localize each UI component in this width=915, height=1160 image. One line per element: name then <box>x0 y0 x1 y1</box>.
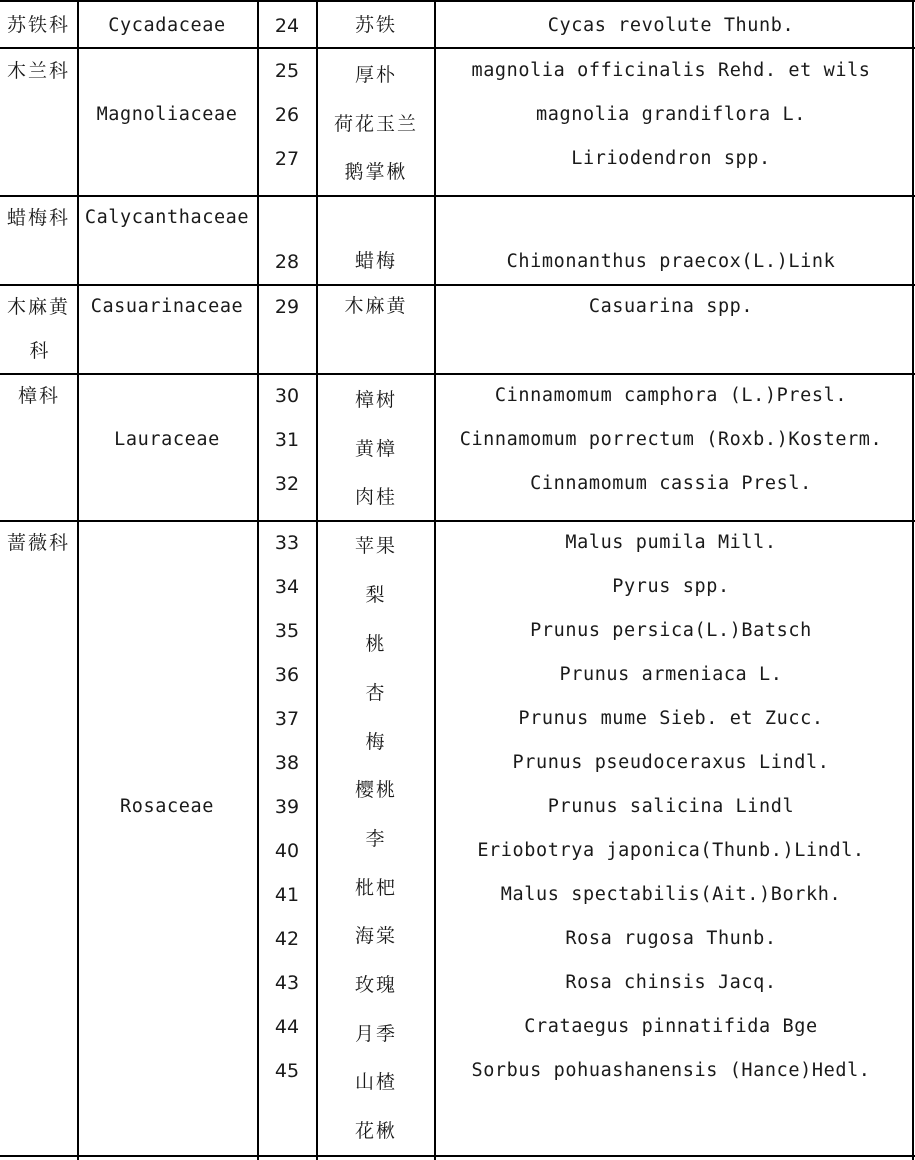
species-number: 31 <box>274 429 300 451</box>
family-cn: 蔷薇科 <box>7 532 71 554</box>
species-number: 32 <box>274 473 300 495</box>
species-cn-name: 苏铁 <box>354 14 398 36</box>
species-number: 45 <box>274 1060 300 1082</box>
scientific-name: Liriodendron spp. <box>571 148 771 169</box>
species-number: 38 <box>274 752 300 774</box>
row-divider <box>0 520 915 522</box>
scientific-name: Pyrus spp. <box>612 576 730 597</box>
scientific-name: Cinnamomum camphora (L.)Presl. <box>494 385 848 406</box>
scientific-name: Prunus persica(L.)Batsch <box>530 620 812 641</box>
species-cn-name: 樟树 <box>354 389 398 411</box>
species-number: 24 <box>274 15 300 37</box>
scientific-name: Prunus armeniaca L. <box>559 664 783 685</box>
species-cn-name: 苹果 <box>354 535 398 557</box>
species-cn-name: 梅 <box>365 731 387 753</box>
scientific-name: magnolia grandiflora L. <box>536 104 806 125</box>
scientific-name: Rosa rugosa Thunb. <box>565 928 777 949</box>
species-number: 25 <box>274 60 300 82</box>
species-number: 37 <box>274 708 300 730</box>
family-latin: Casuarinaceae <box>90 296 244 317</box>
species-cn-name: 肉桂 <box>354 486 398 508</box>
family-latin: Calycanthaceae <box>84 207 250 228</box>
scientific-name: Prunus salicina Lindl <box>547 796 795 817</box>
row-divider <box>0 1155 915 1157</box>
scientific-name: Cinnamomum cassia Presl. <box>530 473 812 494</box>
scientific-name: Eriobotrya japonica(Thunb.)Lindl. <box>477 840 865 861</box>
species-number: 33 <box>274 532 300 554</box>
scientific-name: Crataegus pinnatifida Bge <box>524 1016 818 1037</box>
family-cn: 蜡梅科 <box>7 207 71 229</box>
species-number: 27 <box>274 148 300 170</box>
species-number: 29 <box>274 296 300 318</box>
species-number: 41 <box>274 884 300 906</box>
species-cn-name: 花楸 <box>354 1120 398 1142</box>
scientific-name: magnolia officinalis Rehd. et wils <box>471 60 871 81</box>
species-cn-name: 桃 <box>365 633 387 655</box>
species-number: 44 <box>274 1016 300 1038</box>
species-cn-name: 黄樟 <box>354 438 398 460</box>
scientific-name: Rosa chinsis Jacq. <box>565 972 777 993</box>
column-divider <box>912 0 914 1160</box>
family-latin: Cycadaceae <box>108 15 226 36</box>
species-cn-name: 杏 <box>365 682 387 704</box>
row-divider <box>0 0 915 2</box>
scientific-name: Cinnamomum porrectum (Roxb.)Kosterm. <box>459 429 883 450</box>
column-divider <box>77 0 79 1160</box>
family-latin: Magnoliaceae <box>96 104 238 125</box>
species-cn-name: 荷花玉兰 <box>333 113 419 135</box>
species-number: 28 <box>274 251 300 273</box>
species-cn-name: 梨 <box>365 584 387 606</box>
species-cn-name: 樱桃 <box>354 779 398 801</box>
scientific-name: Prunus pseudoceraxus Lindl. <box>512 752 830 773</box>
species-number: 26 <box>274 104 300 126</box>
species-cn-name: 鹅掌楸 <box>344 161 408 183</box>
row-divider <box>0 373 915 375</box>
scientific-name: Sorbus pohuashanensis (Hance)Hedl. <box>471 1060 871 1081</box>
species-cn-name: 海棠 <box>354 925 398 947</box>
species-cn-name: 枇杷 <box>354 877 398 899</box>
species-cn-name: 玫瑰 <box>354 974 398 996</box>
column-divider <box>434 0 436 1160</box>
species-cn-name: 蜡梅 <box>354 250 398 272</box>
species-number: 43 <box>274 972 300 994</box>
family-latin: Lauraceae <box>114 429 220 450</box>
scientific-name: Malus spectabilis(Ait.)Borkh. <box>500 884 842 905</box>
row-divider <box>0 47 915 49</box>
family-cn: 木兰科 <box>7 60 71 82</box>
species-cn-name: 木麻黄 <box>344 295 408 317</box>
scientific-name: Casuarina spp. <box>588 296 754 317</box>
species-number: 35 <box>274 620 300 642</box>
species-cn-name: 山楂 <box>354 1071 398 1093</box>
species-cn-name: 李 <box>365 828 387 850</box>
family-cn: 樟科 <box>18 385 61 407</box>
scientific-name: Cycas revolute Thunb. <box>547 15 795 36</box>
family-cn: 苏铁科 <box>7 14 71 36</box>
scientific-name: Prunus mume Sieb. et Zucc. <box>518 708 824 729</box>
species-number: 34 <box>274 576 300 598</box>
species-cn-name: 厚朴 <box>354 64 398 86</box>
species-number: 30 <box>274 385 300 407</box>
column-divider <box>316 0 318 1160</box>
family-cn: 木麻黄 <box>7 296 71 318</box>
row-divider <box>0 195 915 197</box>
species-number: 40 <box>274 840 300 862</box>
scientific-name: Malus pumila Mill. <box>565 532 777 553</box>
species-cn-name: 月季 <box>354 1023 398 1045</box>
species-number: 36 <box>274 664 300 686</box>
family-cn: 科 <box>29 340 51 362</box>
species-number: 42 <box>274 928 300 950</box>
scientific-name: Chimonanthus praecox(L.)Link <box>506 251 836 272</box>
species-number: 39 <box>274 796 300 818</box>
family-latin: Rosaceae <box>120 796 214 817</box>
row-divider <box>0 284 915 286</box>
column-divider <box>257 0 259 1160</box>
